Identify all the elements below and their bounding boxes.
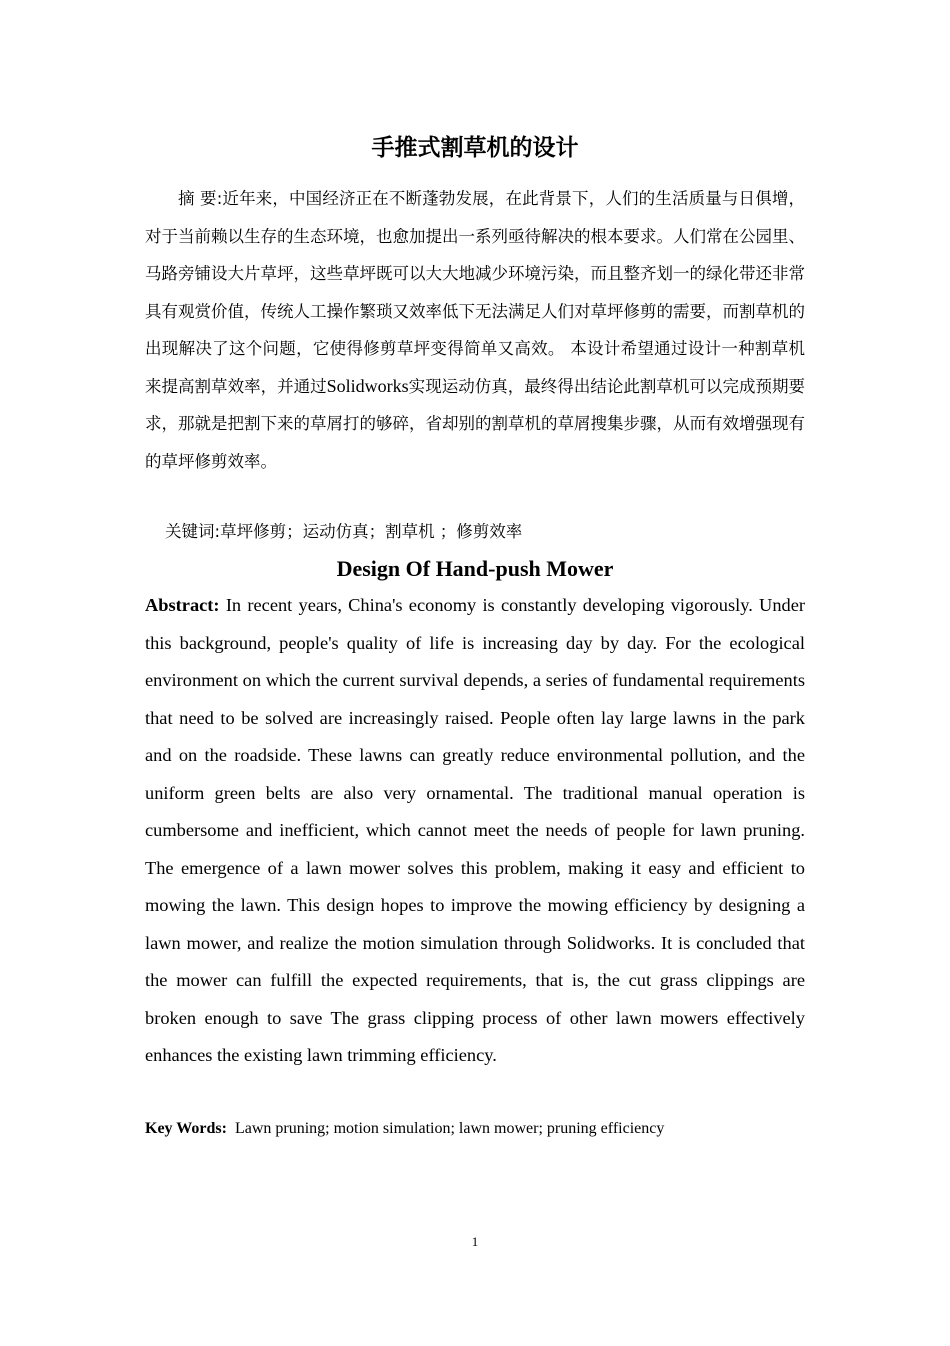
chinese-abstract bbox=[145, 180, 805, 480]
english-abstract bbox=[145, 587, 805, 1075]
chinese-abstract-software-name: Solidworks bbox=[326, 375, 409, 396]
chinese-keywords bbox=[165, 516, 805, 548]
english-keywords-text: Lawn pruning; motion simulation; lawn mower; pruning efficiency bbox=[234, 1120, 665, 1137]
english-title: Design Of Hand-push Mower bbox=[336, 556, 614, 581]
chinese-abstract-text-part2: 实现运动仿真，最终得出结论此割草机可以完成预期要求，那就是把割下来的草屑打的够碎，省却别的割草机的草屑搜集步骤，从而有效增强现有的草坪修剪效率。 bbox=[145, 376, 806, 471]
english-keywords-label: Key Words: bbox=[145, 1120, 227, 1137]
english-abstract-text: In recent years, China's economy is constantly developing vigorously. Under this background, people's quality of life is increasing day by day. For the ecological environment on which the current survival depends, a series of fundamental requirements that need to be solved are increasingly raised. People often lay large lawns in the park and on the roadside. These lawns can greatly reduce environmental pollution, and the uniform green belts are also very ornamental. The traditional manual operation is cumbersome and inefficient, which cannot meet the needs of people for lawn pruning. The emergence of a lawn mower solves this problem, making it easy and efficient to mowing the lawn. This design hopes to improve the mowing efficiency by designing a lawn mower, and realize the motion simulation through Solidworks. It is concluded that the mower can fulfill the expected requirements, that is, the cut grass clippings are broken enough to save The grass clipping process of other lawn mowers effectively enhances the existing lawn trimming efficiency. bbox=[145, 595, 805, 1065]
chinese-title: 手推式割草机的设计 bbox=[371, 135, 579, 161]
english-abstract-label: Abstract: bbox=[145, 595, 220, 615]
page-number: 1 bbox=[471, 1234, 479, 1249]
chinese-abstract-text-part1: 近年来，中国经济正在不断蓬勃发展，在此背景下，人们的生活质量与日俱增，对于当前赖以生存的生态环境，也愈加提出一系列亟待解决的根本要求。人们常在公园里、马路旁铺设大片草坪，这些草坪既可以大大地减少环境污染，而且整齐划一的绿化带还非常具有观赏价值，传统人工操作繁琐又效率低下无法满足人们对草坪修剪的需要，而割草机的出现解决了这个问题，它使得修剪草坪变得简单又高效。 本设计希望通过设计一种割草机来提高割草效率，并通过 bbox=[145, 189, 806, 396]
chinese-keywords-text: 草坪修剪；运动仿真；割草机 ；修剪效率 bbox=[220, 522, 523, 541]
chinese-abstract-label: 摘 要: bbox=[178, 189, 223, 208]
english-keywords bbox=[145, 1117, 805, 1141]
chinese-keywords-label: 关键词: bbox=[165, 522, 221, 541]
